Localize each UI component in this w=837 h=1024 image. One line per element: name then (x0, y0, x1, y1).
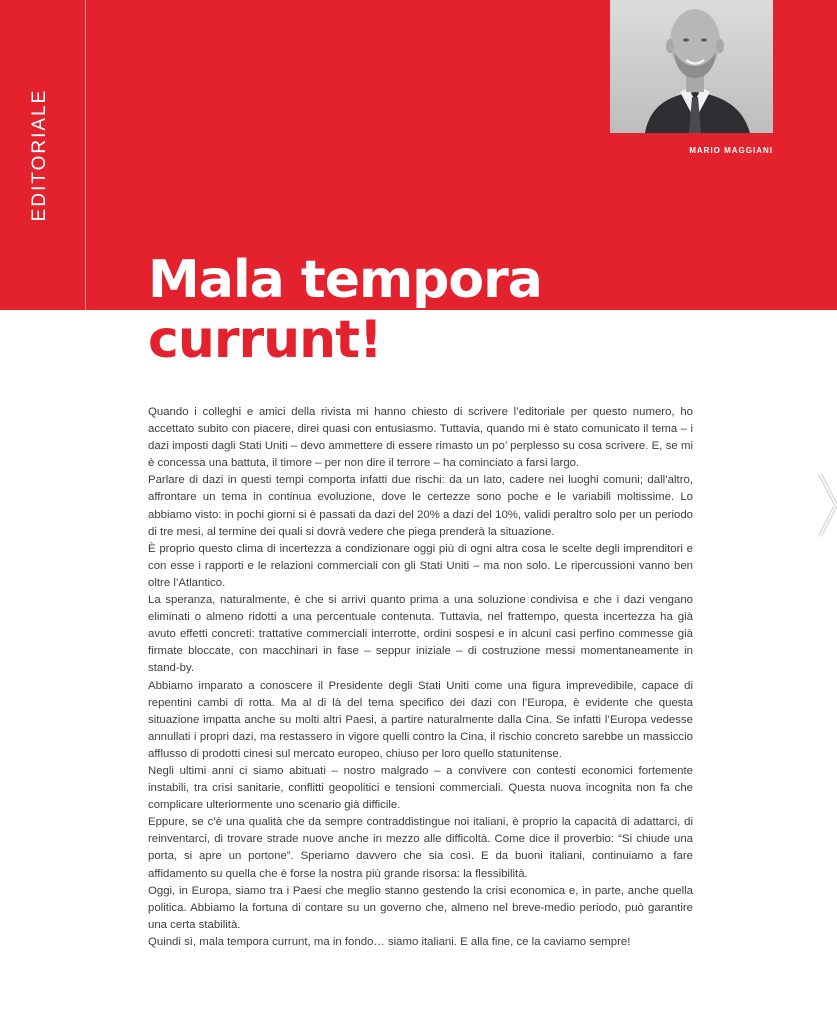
paragraph: Abbiamo imparato a conoscere il Presidente degli Stati Uniti come una figura imprevedibile, capace di repentini cambi di rotta. Ma al di là del tema specifico dei dazi con l’Europa, è evidente che questa situazione impatta anche su molti altri Paesi, a partire naturalmente dalla Cina. Se infatti l’Europa vedesse annullati i propri dazi, ma restassero in vigore quelli contro la Cina, il rischio concreto sarebbe un massiccio afflusso di prodotti cinesi sul mercato europeo, chiuso per loro quello statunitense. (148, 679, 693, 760)
paragraph: La speranza, naturalmente, è che si arrivi quanto prima a una soluzione condivisa e che i dazi vengano eliminati o almeno ridotti a una percentuale contenuta. Tuttavia, nel frattempo, questa incertezza ha già avuto effetti concreti: trattative commerciali interrotte, ordini sospesi e in alcuni casi perfino commesse già firmate bloccate, con macchinari in fase – seppur iniziale – di costruzione messi momentaneamente in stand-by. (148, 594, 693, 675)
portrait-illustration (610, 0, 773, 133)
paragraph: Parlare di dazi in questi tempi comporta infatti due rischi: da un lato, cadere nei luoghi comuni; dall’altro, affrontare un tema in continua evoluzione, dove le certezze sono poche e le variabili moltissime. Lo abbiamo visto: in pochi giorni si è passati da dazi del 20% a dazi del 10%, validi peraltro solo per un periodo di tre mesi, al termine dei quali si dovrà vedere che piega prenderà la situazione. (148, 474, 693, 538)
paragraph: Negli ultimi anni ci siamo abituati – nostro malgrado – a convivere con contesti economici fortemente instabili, tra crisi sanitarie, conflitti geopolitici e tensioni commerciali. Questa nuova incognita non fa che complicare ulteriormente uno scenario già difficile. (148, 764, 693, 812)
paragraph: Quindi sì, mala tempora currunt, ma in fondo… siamo italiani. E alla fine, ce la caviamo sempre! (148, 935, 631, 948)
author-portrait (610, 0, 773, 133)
chevron-right-icon (818, 470, 837, 540)
article-body (148, 404, 693, 951)
band-divider (85, 0, 86, 310)
next-page-button[interactable] (818, 470, 837, 540)
title-line-2: currunt! (148, 310, 382, 370)
author-name: MARIO MAGGIANI (689, 146, 773, 155)
section-label: EDITORIALE (29, 88, 50, 222)
article-title (148, 250, 542, 370)
paragraph: Quando i colleghi e amici della rivista mi hanno chiesto di scrivere l’editoriale per questo numero, ho accettato subito con piacere, direi quasi con entusiasmo. Tuttavia, quando mi è stato comunicato il tema – i dazi imposti dagli Stati Uniti – devo ammettere di essere rimasto un po’ perplesso su cosa scrivere. E, se mi è concessa una battuta, il timore – per non dire il terrore – ha cominciato a farsi largo. (148, 406, 693, 470)
title-line-1: Mala tempora (148, 250, 542, 310)
paragraph: Eppure, se c’è una qualità che da sempre contraddistingue noi italiani, è proprio la capacità di adattarci, di reinventarci, di trovare strade nuove anche in mezzo alle difficoltà. Come dice il proverbio: “Si chiude una porta, si apre un portone”. Speriamo davvero che sia così. E da buoni italiani, continuiamo a fare affidamento su quella che è forse la nostra più grande risorsa: la flessibilità. (148, 816, 693, 880)
paragraph: Oggi, in Europa, siamo tra i Paesi che meglio stanno gestendo la crisi economica e, in parte, anche quella politica. Abbiamo la fortuna di contare su un governo che, almeno nel breve-medio periodo, può garantire una certa stabilità. (148, 884, 693, 931)
paragraph: È proprio questo clima di incertezza a condizionare oggi più di ogni altra cosa le scelte degli imprenditori e con esse i rapporti e le relazioni commerciali con gli Stati Uniti – ma non solo. Le ripercussioni vanno ben oltre l’Atlantico. (148, 542, 693, 589)
